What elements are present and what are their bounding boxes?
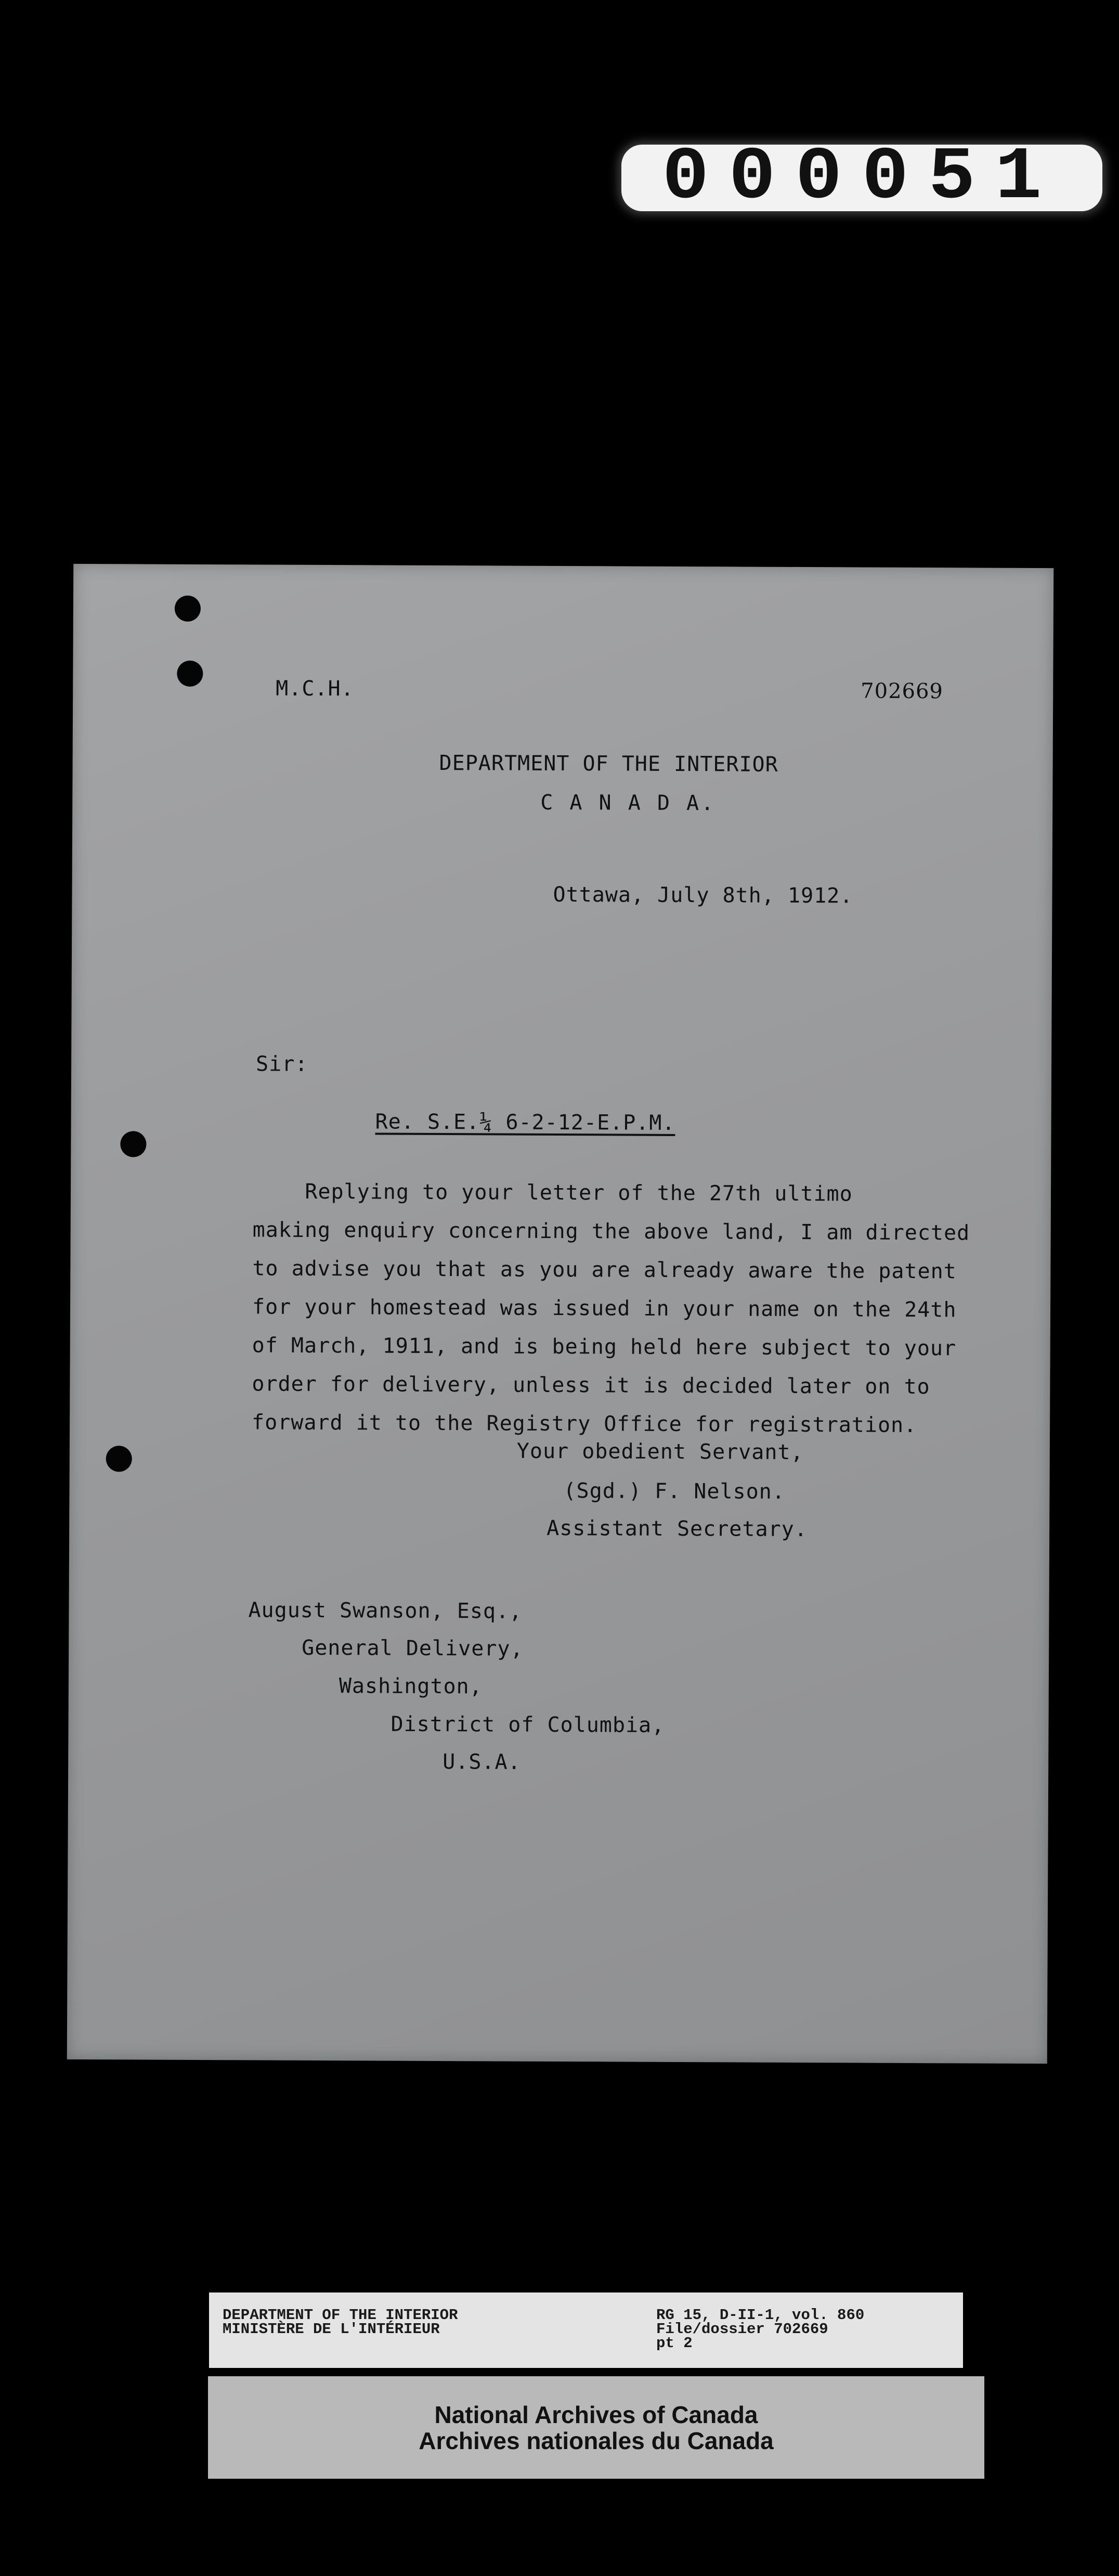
reference-label bbox=[209, 2292, 963, 2368]
ref-dept-fr: MINISTÈRE DE L'INTÉRIEUR bbox=[223, 2321, 440, 2338]
letter-sheet bbox=[67, 564, 1054, 2064]
address-line-2: General Delivery, bbox=[302, 1635, 524, 1661]
body-line: for your homestead was issued in your name on the 24th bbox=[252, 1295, 957, 1322]
body-line: making enquiry concerning the above land, I am directed bbox=[252, 1218, 970, 1245]
ref-line-2: File/dossier 702669 bbox=[656, 2321, 828, 2338]
department-heading: DEPARTMENT OF THE INTERIOR bbox=[439, 751, 778, 777]
body-line: of March, 1911, and is being held here subject to your bbox=[252, 1333, 957, 1361]
frame-number: 000051 bbox=[662, 136, 1062, 220]
archive-name-fr: Archives nationales du Canada bbox=[419, 2427, 774, 2454]
punch-hole-1 bbox=[175, 596, 201, 622]
address-line-3: Washington, bbox=[339, 1674, 483, 1699]
body-line: forward it to the Registry Office for registration. bbox=[251, 1410, 917, 1437]
punch-hole-4 bbox=[106, 1446, 132, 1472]
salutation: Sir: bbox=[255, 1052, 308, 1076]
letter-body bbox=[252, 1172, 991, 1445]
ref-line-1: RG 15, D-II-1, vol. 860 bbox=[656, 2307, 865, 2324]
file-number: 702669 bbox=[861, 679, 944, 704]
archive-name-en: National Archives of Canada bbox=[434, 2401, 758, 2428]
body-line: to advise you that as you are already aware the patent bbox=[252, 1256, 957, 1284]
body-line: Replying to your letter of the 27th ultimo bbox=[252, 1179, 853, 1206]
country-heading: C A N A D A. bbox=[540, 790, 716, 816]
frame-number-label bbox=[621, 136, 1102, 220]
punch-hole-3 bbox=[120, 1131, 146, 1157]
re-line: Re. S.E.¼ 6-2-12-E.P.M. bbox=[375, 1110, 675, 1135]
punch-hole-2 bbox=[177, 661, 203, 687]
closing: Your obedient Servant, bbox=[516, 1439, 804, 1465]
signer-title: Assistant Secretary. bbox=[547, 1516, 808, 1542]
letter-date: Ottawa, July 8th, 1912. bbox=[553, 882, 853, 908]
address-line-5: U.S.A. bbox=[443, 1750, 521, 1774]
body-line: order for delivery, unless it is decided later on to bbox=[252, 1372, 930, 1399]
signature: (Sgd.) F. Nelson. bbox=[563, 1479, 786, 1504]
address-line-4: District of Columbia, bbox=[391, 1712, 665, 1737]
address-line-1: August Swanson, Esq., bbox=[248, 1598, 523, 1624]
initials: M.C.H. bbox=[276, 676, 354, 701]
ref-dept-en: DEPARTMENT OF THE INTERIOR bbox=[223, 2307, 458, 2324]
archive-label bbox=[208, 2376, 984, 2479]
ref-line-3: pt 2 bbox=[656, 2335, 693, 2352]
